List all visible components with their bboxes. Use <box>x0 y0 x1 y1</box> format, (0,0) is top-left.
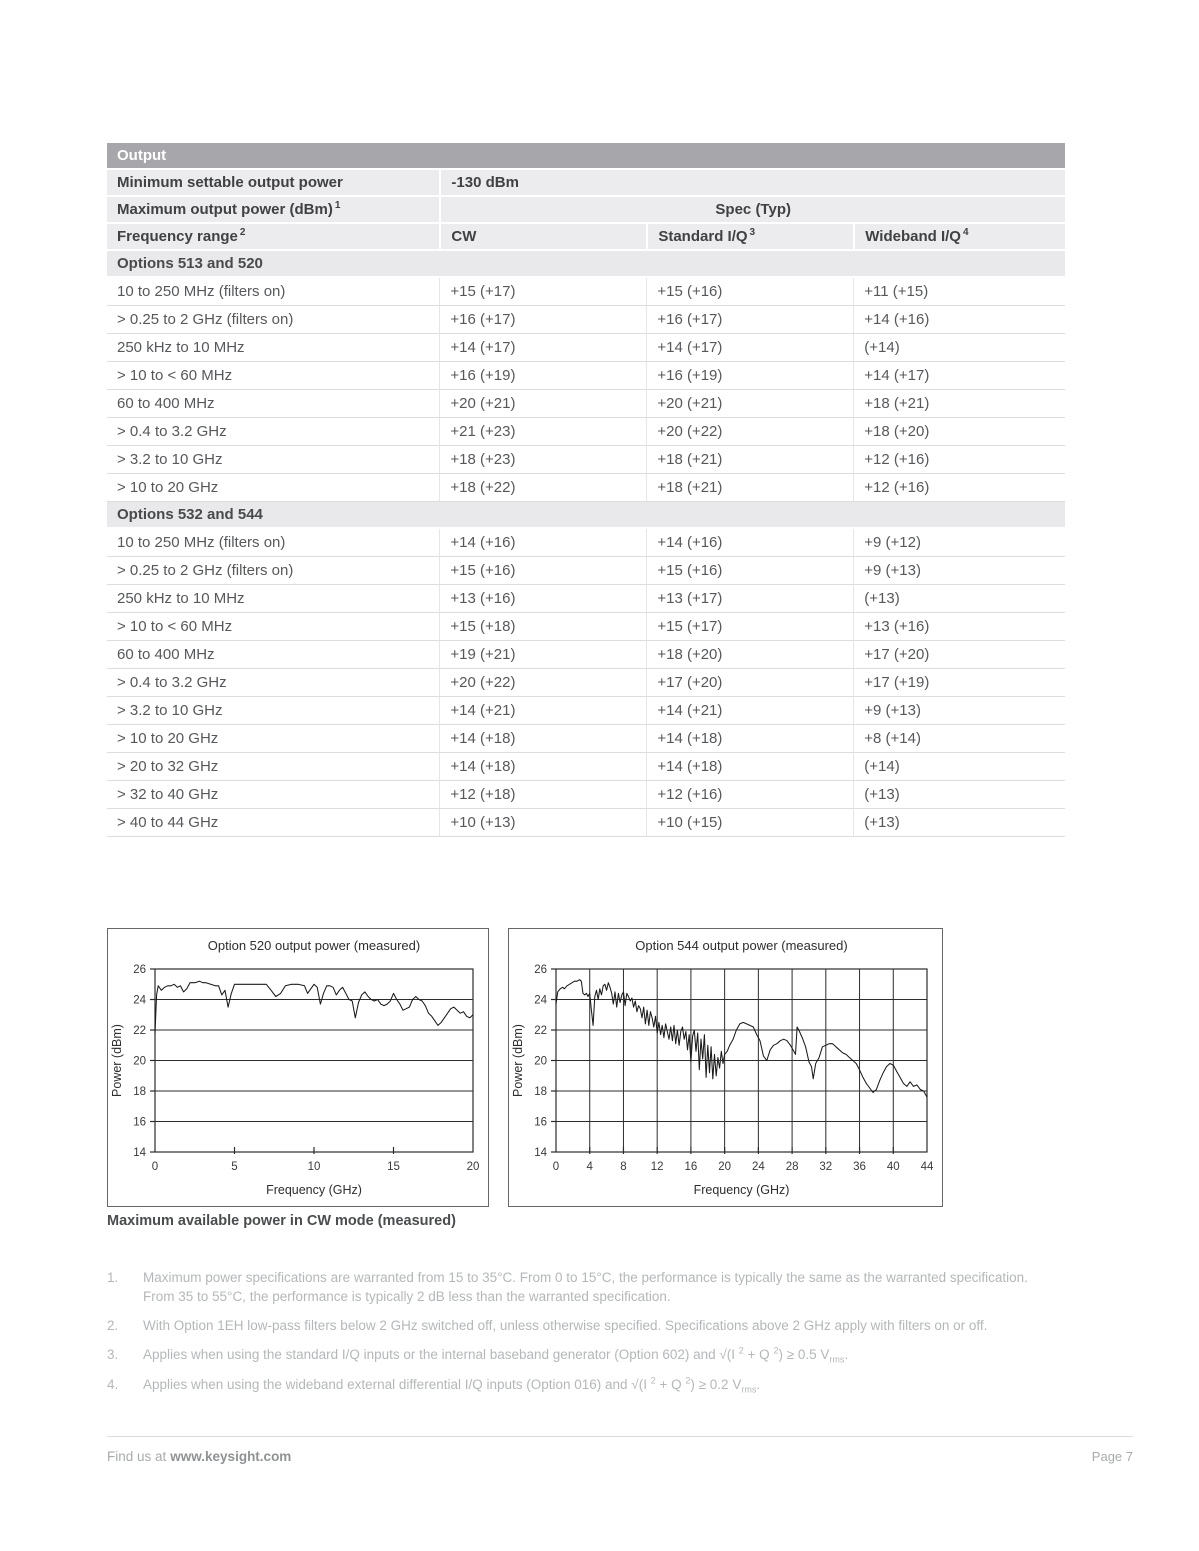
min-power-label: Minimum settable output power <box>107 170 439 197</box>
frequency-range-cell: 60 to 400 MHz <box>107 641 439 669</box>
power-value-cell: +14 (+18) <box>439 753 646 781</box>
footnote-number: 1. <box>107 1270 119 1285</box>
section-header-row <box>107 251 1065 278</box>
power-value-cell: +15 (+17) <box>646 613 853 641</box>
table-row <box>107 725 1065 753</box>
power-value-cell: +18 (+21) <box>853 390 1065 418</box>
power-value-cell: +9 (+13) <box>853 697 1065 725</box>
page-number: Page 7 <box>1091 1449 1133 1464</box>
x-tick-label: 12 <box>650 1161 664 1173</box>
footnote-ref: 2 <box>239 227 246 238</box>
table-row <box>107 753 1065 781</box>
option-520-chart <box>108 929 486 1204</box>
max-power-label: Maximum output power (dBm) $^1$ <box>107 197 439 224</box>
power-value-cell: +15 (+18) <box>439 613 646 641</box>
option-544-chart <box>509 929 940 1204</box>
table-row <box>107 585 1065 613</box>
frequency-range-cell: > 0.4 to 3.2 GHz <box>107 418 439 446</box>
frequency-range-cell: > 0.25 to 2 GHz (filters on) <box>107 306 439 334</box>
y-tick-label: 18 <box>133 1086 146 1099</box>
footnote-text: Maximum power specifications are warranted from 15 to 35°C. From 0 to 15°C, the performance is typically the same as the warranted specification. From 35 to 55°C, the performance is typically 2 dB less than the warranted specification. <box>143 1270 1028 1305</box>
table-row <box>107 334 1065 362</box>
table-row <box>107 809 1065 837</box>
max-power-row <box>107 197 1065 224</box>
power-value-cell: +13 (+17) <box>646 585 853 613</box>
power-value-cell: +16 (+17) <box>439 306 646 334</box>
x-tick-label: 20 <box>466 1161 480 1173</box>
max-power-value: Spec (Typ) <box>439 197 1065 224</box>
x-tick-label: 15 <box>387 1161 400 1173</box>
y-tick-label: 14 <box>133 1147 146 1160</box>
section-header: Options 513 and 520 <box>107 251 1065 278</box>
frequency-range-cell: > 32 to 40 GHz <box>107 781 439 809</box>
table-row <box>107 306 1065 334</box>
frequency-range-cell: 250 kHz to 10 MHz <box>107 334 439 362</box>
power-value-cell: +9 (+13) <box>853 557 1065 585</box>
power-value-cell: +15 (+16) <box>439 557 646 585</box>
section-header-row <box>107 502 1065 529</box>
footnote-text: Applies when using the wideband external differential I/Q inputs (Option 016) and √(I $^2$ + Q $^2$) ≥ 0.2 $V_{rms}$. <box>143 1375 761 1395</box>
power-value-cell: +13 (+16) <box>853 613 1065 641</box>
power-value-cell: +19 (+21) <box>439 641 646 669</box>
power-value-cell: +14 (+17) <box>439 334 646 362</box>
x-tick-label: 36 <box>853 1161 866 1173</box>
y-tick-label: 14 <box>534 1147 547 1160</box>
power-value-cell: +14 (+18) <box>646 753 853 781</box>
power-value-cell: +12 (+16) <box>646 781 853 809</box>
chart-title: Option 520 output power (measured) <box>207 938 421 953</box>
power-value-cell: +20 (+22) <box>646 418 853 446</box>
frequency-range-cell: > 0.4 to 3.2 GHz <box>107 669 439 697</box>
x-tick-label: 16 <box>684 1161 698 1173</box>
y-axis-label: Power (dBm) <box>110 1024 124 1097</box>
col-header-standard-iq: Standard I/Q $^3$ <box>646 224 853 251</box>
power-value-cell: +14 (+16) <box>853 306 1065 334</box>
x-tick-label: 10 <box>307 1161 321 1173</box>
x-tick-label: 40 <box>886 1161 900 1173</box>
frequency-range-cell: > 40 to 44 GHz <box>107 809 439 837</box>
footnote-3 <box>107 1345 1049 1364</box>
table-row <box>107 529 1065 557</box>
x-tick-label: 24 <box>751 1161 765 1173</box>
power-value-cell: +14 (+21) <box>646 697 853 725</box>
x-tick-label: 44 <box>920 1161 934 1173</box>
figure-caption: Maximum available power in CW mode (measured) <box>107 1213 456 1229</box>
power-value-cell: +15 (+16) <box>646 557 853 585</box>
table-row <box>107 390 1065 418</box>
power-value-cell: (+13) <box>853 809 1065 837</box>
footnote-4 <box>107 1375 1049 1394</box>
y-tick-label: 20 <box>534 1055 547 1068</box>
x-tick-label: 28 <box>785 1161 799 1173</box>
power-value-cell: +11 (+15) <box>853 278 1065 306</box>
power-value-cell: +14 (+17) <box>853 362 1065 390</box>
power-value-cell: (+14) <box>853 334 1065 362</box>
x-axis-label: Frequency (GHz) <box>266 1183 362 1197</box>
power-value-cell: +18 (+20) <box>646 641 853 669</box>
option-544-chart-panel <box>508 928 943 1207</box>
power-value-cell: +20 (+22) <box>439 669 646 697</box>
power-value-cell: +18 (+22) <box>439 474 646 502</box>
power-value-cell: +8 (+14) <box>853 725 1065 753</box>
power-value-cell: +14 (+17) <box>646 334 853 362</box>
footnote-text: Applies when using the standard I/Q inputs or the internal baseband generator (Option 602) and √(I $^2$ + Q $^2$) ≥ 0.5 $V_{rms}$. <box>143 1345 849 1366</box>
column-header-row <box>107 224 1065 251</box>
footnote-ref: 4 <box>962 227 969 238</box>
table-row <box>107 669 1065 697</box>
power-trace <box>556 980 927 1097</box>
power-value-cell: +17 (+19) <box>853 669 1065 697</box>
frequency-range-cell: > 0.25 to 2 GHz (filters on) <box>107 557 439 585</box>
footnotes <box>107 1268 1049 1404</box>
frequency-range-cell: 250 kHz to 10 MHz <box>107 585 439 613</box>
table-row <box>107 446 1065 474</box>
footnote-1 <box>107 1268 1049 1306</box>
table-title-row <box>107 143 1065 170</box>
power-value-cell: +14 (+16) <box>439 529 646 557</box>
frequency-range-cell: > 10 to < 60 MHz <box>107 613 439 641</box>
y-tick-label: 16 <box>133 1116 146 1129</box>
footnote-ref: 3 <box>749 227 756 238</box>
power-value-cell: +14 (+21) <box>439 697 646 725</box>
x-tick-label: 0 <box>151 1161 159 1173</box>
power-value-cell: +21 (+23) <box>439 418 646 446</box>
power-value-cell: +20 (+21) <box>646 390 853 418</box>
option-520-chart-panel <box>107 928 489 1207</box>
table-row <box>107 474 1065 502</box>
power-value-cell: +12 (+16) <box>853 446 1065 474</box>
frequency-range-cell: > 3.2 to 10 GHz <box>107 697 439 725</box>
table-row <box>107 641 1065 669</box>
x-tick-label: 8 <box>620 1161 627 1173</box>
power-value-cell: +17 (+20) <box>646 669 853 697</box>
y-tick-label: 18 <box>534 1086 547 1099</box>
y-tick-label: 22 <box>133 1025 146 1038</box>
min-power-row <box>107 170 1065 197</box>
section-header: Options 532 and 544 <box>107 502 1065 529</box>
table-row <box>107 278 1065 306</box>
power-value-cell: +18 (+21) <box>646 474 853 502</box>
power-value-cell: +10 (+13) <box>439 809 646 837</box>
frequency-range-cell: > 10 to 20 GHz <box>107 725 439 753</box>
footer <box>107 1449 1133 1464</box>
table-body <box>107 251 1065 837</box>
footer-divider <box>107 1436 1133 1437</box>
frequency-range-cell: 60 to 400 MHz <box>107 390 439 418</box>
power-value-cell: +18 (+20) <box>853 418 1065 446</box>
col-header-frequency-range: Frequency range $^2$ <box>107 224 439 251</box>
y-tick-label: 24 <box>133 994 146 1007</box>
footnote-number: 2. <box>107 1318 119 1334</box>
col-header-wideband-iq: Wideband I/Q $^4$ <box>853 224 1065 251</box>
y-tick-label: 20 <box>133 1055 146 1068</box>
power-value-cell: (+13) <box>853 585 1065 613</box>
x-tick-label: 4 <box>586 1161 593 1173</box>
power-trace <box>155 981 473 1033</box>
power-value-cell: +10 (+15) <box>646 809 853 837</box>
frequency-range-cell: 10 to 250 MHz (filters on) <box>107 529 439 557</box>
table-title: Output <box>107 143 1065 170</box>
power-value-cell: +16 (+17) <box>646 306 853 334</box>
table-row <box>107 613 1065 641</box>
footnote-number: 3. <box>107 1347 119 1363</box>
col-header-cw: CW <box>439 224 646 251</box>
table-row <box>107 697 1065 725</box>
x-tick-label: 5 <box>231 1161 238 1173</box>
power-value-cell: +12 (+18) <box>439 781 646 809</box>
power-value-cell: +9 (+12) <box>853 529 1065 557</box>
y-axis-label: Power (dBm) <box>511 1024 525 1097</box>
power-value-cell: +14 (+18) <box>646 725 853 753</box>
min-power-value: -130 dBm <box>439 170 1065 197</box>
y-tick-label: 22 <box>534 1025 547 1038</box>
footnote-number: 4. <box>107 1376 119 1392</box>
power-value-cell: +20 (+21) <box>439 390 646 418</box>
y-tick-label: 24 <box>534 994 547 1007</box>
keysight-url[interactable]: www.keysight.com <box>170 1449 292 1464</box>
power-value-cell: +13 (+16) <box>439 585 646 613</box>
power-value-cell: +14 (+16) <box>646 529 853 557</box>
power-value-cell: +18 (+21) <box>646 446 853 474</box>
footnote-ref: 1 <box>334 200 341 211</box>
x-tick-label: 20 <box>718 1161 732 1173</box>
frequency-range-cell: 10 to 250 MHz (filters on) <box>107 278 439 306</box>
power-value-cell: +16 (+19) <box>646 362 853 390</box>
y-tick-label: 26 <box>534 964 547 977</box>
footnote-2 <box>107 1316 1049 1335</box>
frequency-range-cell: > 10 to 20 GHz <box>107 474 439 502</box>
footer-find-us: Find us at www.keysight.com <box>107 1449 292 1464</box>
table-row <box>107 418 1065 446</box>
power-value-cell: +18 (+23) <box>439 446 646 474</box>
power-value-cell: +15 (+16) <box>646 278 853 306</box>
x-tick-label: 0 <box>552 1161 560 1173</box>
power-value-cell: (+14) <box>853 753 1065 781</box>
power-value-cell: +15 (+17) <box>439 278 646 306</box>
frequency-range-cell: > 10 to < 60 MHz <box>107 362 439 390</box>
chart-title: Option 544 output power (measured) <box>635 938 848 953</box>
power-value-cell: +14 (+18) <box>439 725 646 753</box>
frequency-range-cell: > 20 to 32 GHz <box>107 753 439 781</box>
power-value-cell: +17 (+20) <box>853 641 1065 669</box>
table-row <box>107 557 1065 585</box>
table-row <box>107 362 1065 390</box>
power-value-cell: +16 (+19) <box>439 362 646 390</box>
output-spec-table <box>107 143 1065 837</box>
frequency-range-cell: > 3.2 to 10 GHz <box>107 446 439 474</box>
y-tick-label: 16 <box>534 1116 547 1129</box>
y-tick-label: 26 <box>133 964 146 977</box>
x-tick-label: 32 <box>819 1161 833 1173</box>
table-row <box>107 781 1065 809</box>
power-value-cell: +12 (+16) <box>853 474 1065 502</box>
x-axis-label: Frequency (GHz) <box>693 1183 790 1197</box>
power-value-cell: (+13) <box>853 781 1065 809</box>
footnote-text: With Option 1EH low-pass filters below 2 GHz switched off, unless otherwise specified. Specifications above 2 GHz apply with filters on or off. <box>143 1318 988 1334</box>
